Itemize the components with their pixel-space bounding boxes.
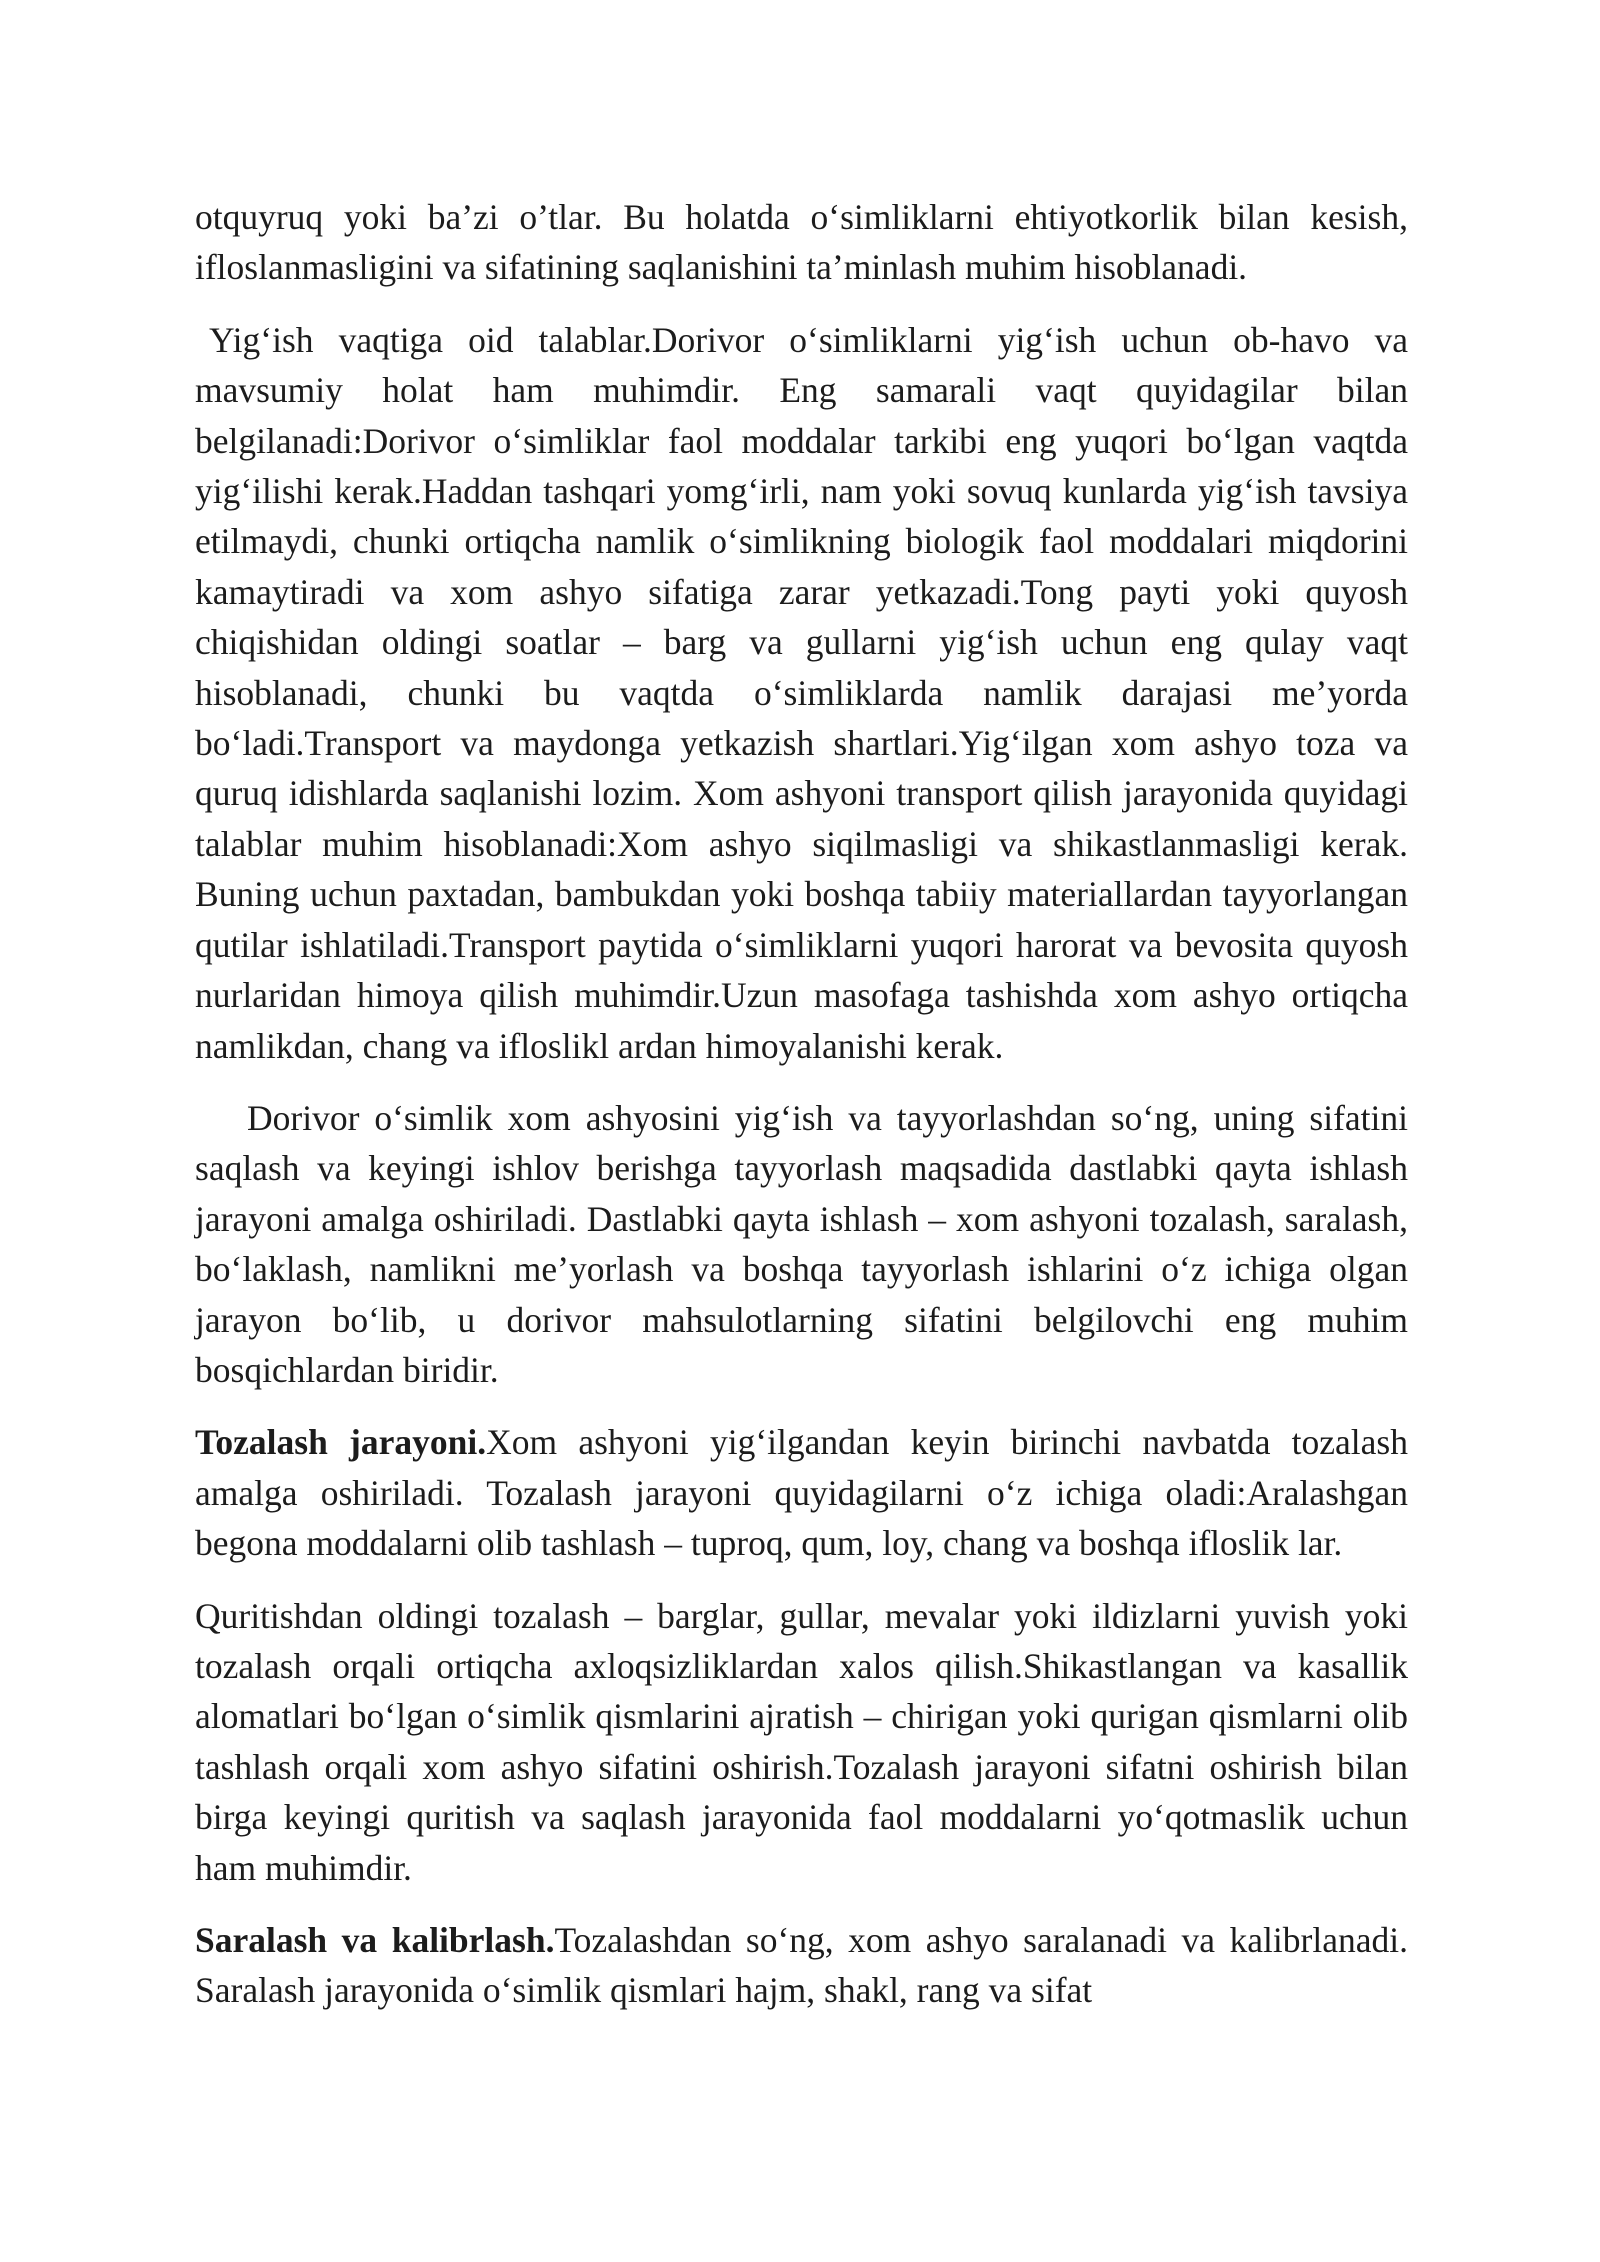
paragraph-text: Yig‘ish vaqtiga oid talablar.Dorivor o‘simliklarni yig‘ish uchun ob-havo va mavsumiy holat ham muhimdir. Eng samarali vaqt quyidagilar bilan belgilanadi:Dorivor o‘simliklar faol moddalar tarkibi eng yuqori bo‘lgan vaqtda yig‘ilishi kerak.Haddan tashqari yomg‘irli, nam yoki sovuq kunlarda yig‘ish tavsiya etilmaydi, chunki ortiqcha namlik o‘simlikning biologik faol moddalari miqdorini kamaytiradi va xom ashyo sifatiga zarar yetkazadi.Tong payti yoki quyosh chiqishidan oldingi soatlar – barg va gullarni yig‘ish uchun eng qulay vaqt hisoblanadi, chunki bu vaqtda o‘simliklarda namlik darajasi me’yorda bo‘ladi.Transport va maydonga yetkazish shartlari.Yig‘ilgan xom ashyo toza va quruq idishlarda saqlanishi lozim. Xom ashyoni transport qilish jarayonida quyidagi talablar muhim hisoblanadi:Xom ashyo siqilmasligi va shikastlanmasligi kerak. Buning uchun paxtadan, bambukdan yoki boshqa tabiiy materiallardan tayyorlangan qutilar ishlatiladi.Transport paytida o‘simliklarni yuqori harorat va bevosita quyosh nurlaridan himoya qilish muhimdir.Uzun masofaga tashishda xom ashyo ortiqcha namlikdan, chang va ifloslikl ardan himoyalanishi kerak. — [195, 319, 1408, 1066]
paragraph-heading: Saralash va kalibrlash. — [195, 1920, 555, 1960]
paragraph-3 — [195, 1093, 1408, 1395]
paragraph-5 — [195, 1591, 1408, 1893]
paragraph-1 — [195, 192, 1408, 293]
paragraph-text: Quritishdan oldingi tozalash – barglar, gullar, mevalar yoki ildizlarni yuvish yoki tozalash orqali ortiqcha axloqsizliklardan xalos qilish.Shikastlangan va kasallik alomatlari bo‘lgan o‘simlik qismlarini ajratish – chirigan yoki qurigan qismlarni olib tashlash orqali xom ashyo sifatini oshirish.Tozalash jarayoni sifatni oshirish bilan birga keyingi quritish va saqlash jarayonida faol moddalarni yo‘qotmaslik uchun ham muhimdir. — [195, 1595, 1408, 1888]
paragraph-text: Dorivor o‘simlik xom ashyosini yig‘ish va tayyorlashdan so‘ng, uning sifatini saqlash va keyingi ishlov berishga tayyorlash maqsadida dastlabki qayta ishlash jarayoni amalga oshiriladi. Dastlabki qayta ishlash – xom ashyoni tozalash, saralash, bo‘laklash, namlikni me’yorlash va boshqa tayyorlash ishlarini o‘z ichiga olgan jarayon bo‘lib, u dorivor mahsulotlarning sifatini belgilovchi eng muhim bosqichlardan biridir. — [195, 1097, 1408, 1390]
paragraph-2 — [195, 315, 1408, 1071]
document-body — [195, 192, 1408, 2038]
paragraph-heading: Tozalash jarayoni. — [195, 1422, 487, 1463]
paragraph-4 — [195, 1417, 1408, 1568]
paragraph-text: Xom ashyoni yig‘ilgandan keyin birinchi navbatda tozalash amalga oshiriladi. Tozalash jarayoni quyidagilarni o‘z ichiga oladi:Aralashgan begona moddalarni olib tashlash – tuproq, qum, loy, chang va boshqa ifloslik lar. — [195, 1422, 1408, 1564]
paragraph-text: Tozalashdan so‘ng, xom ashyo saralanadi va kalibrlanadi. Saralash jarayonida o‘simlik qismlari hajm, shakl, rang va sifat — [195, 1920, 1408, 2011]
paragraph-6 — [195, 1915, 1408, 2016]
paragraph-text: otquyruq yoki ba’zi o’tlar. Bu holatda o‘simliklarni ehtiyotkorlik bilan kesish, ifloslanmasligini va sifatining saqlanishini ta’minlash muhim hisoblanadi. — [195, 197, 1408, 288]
